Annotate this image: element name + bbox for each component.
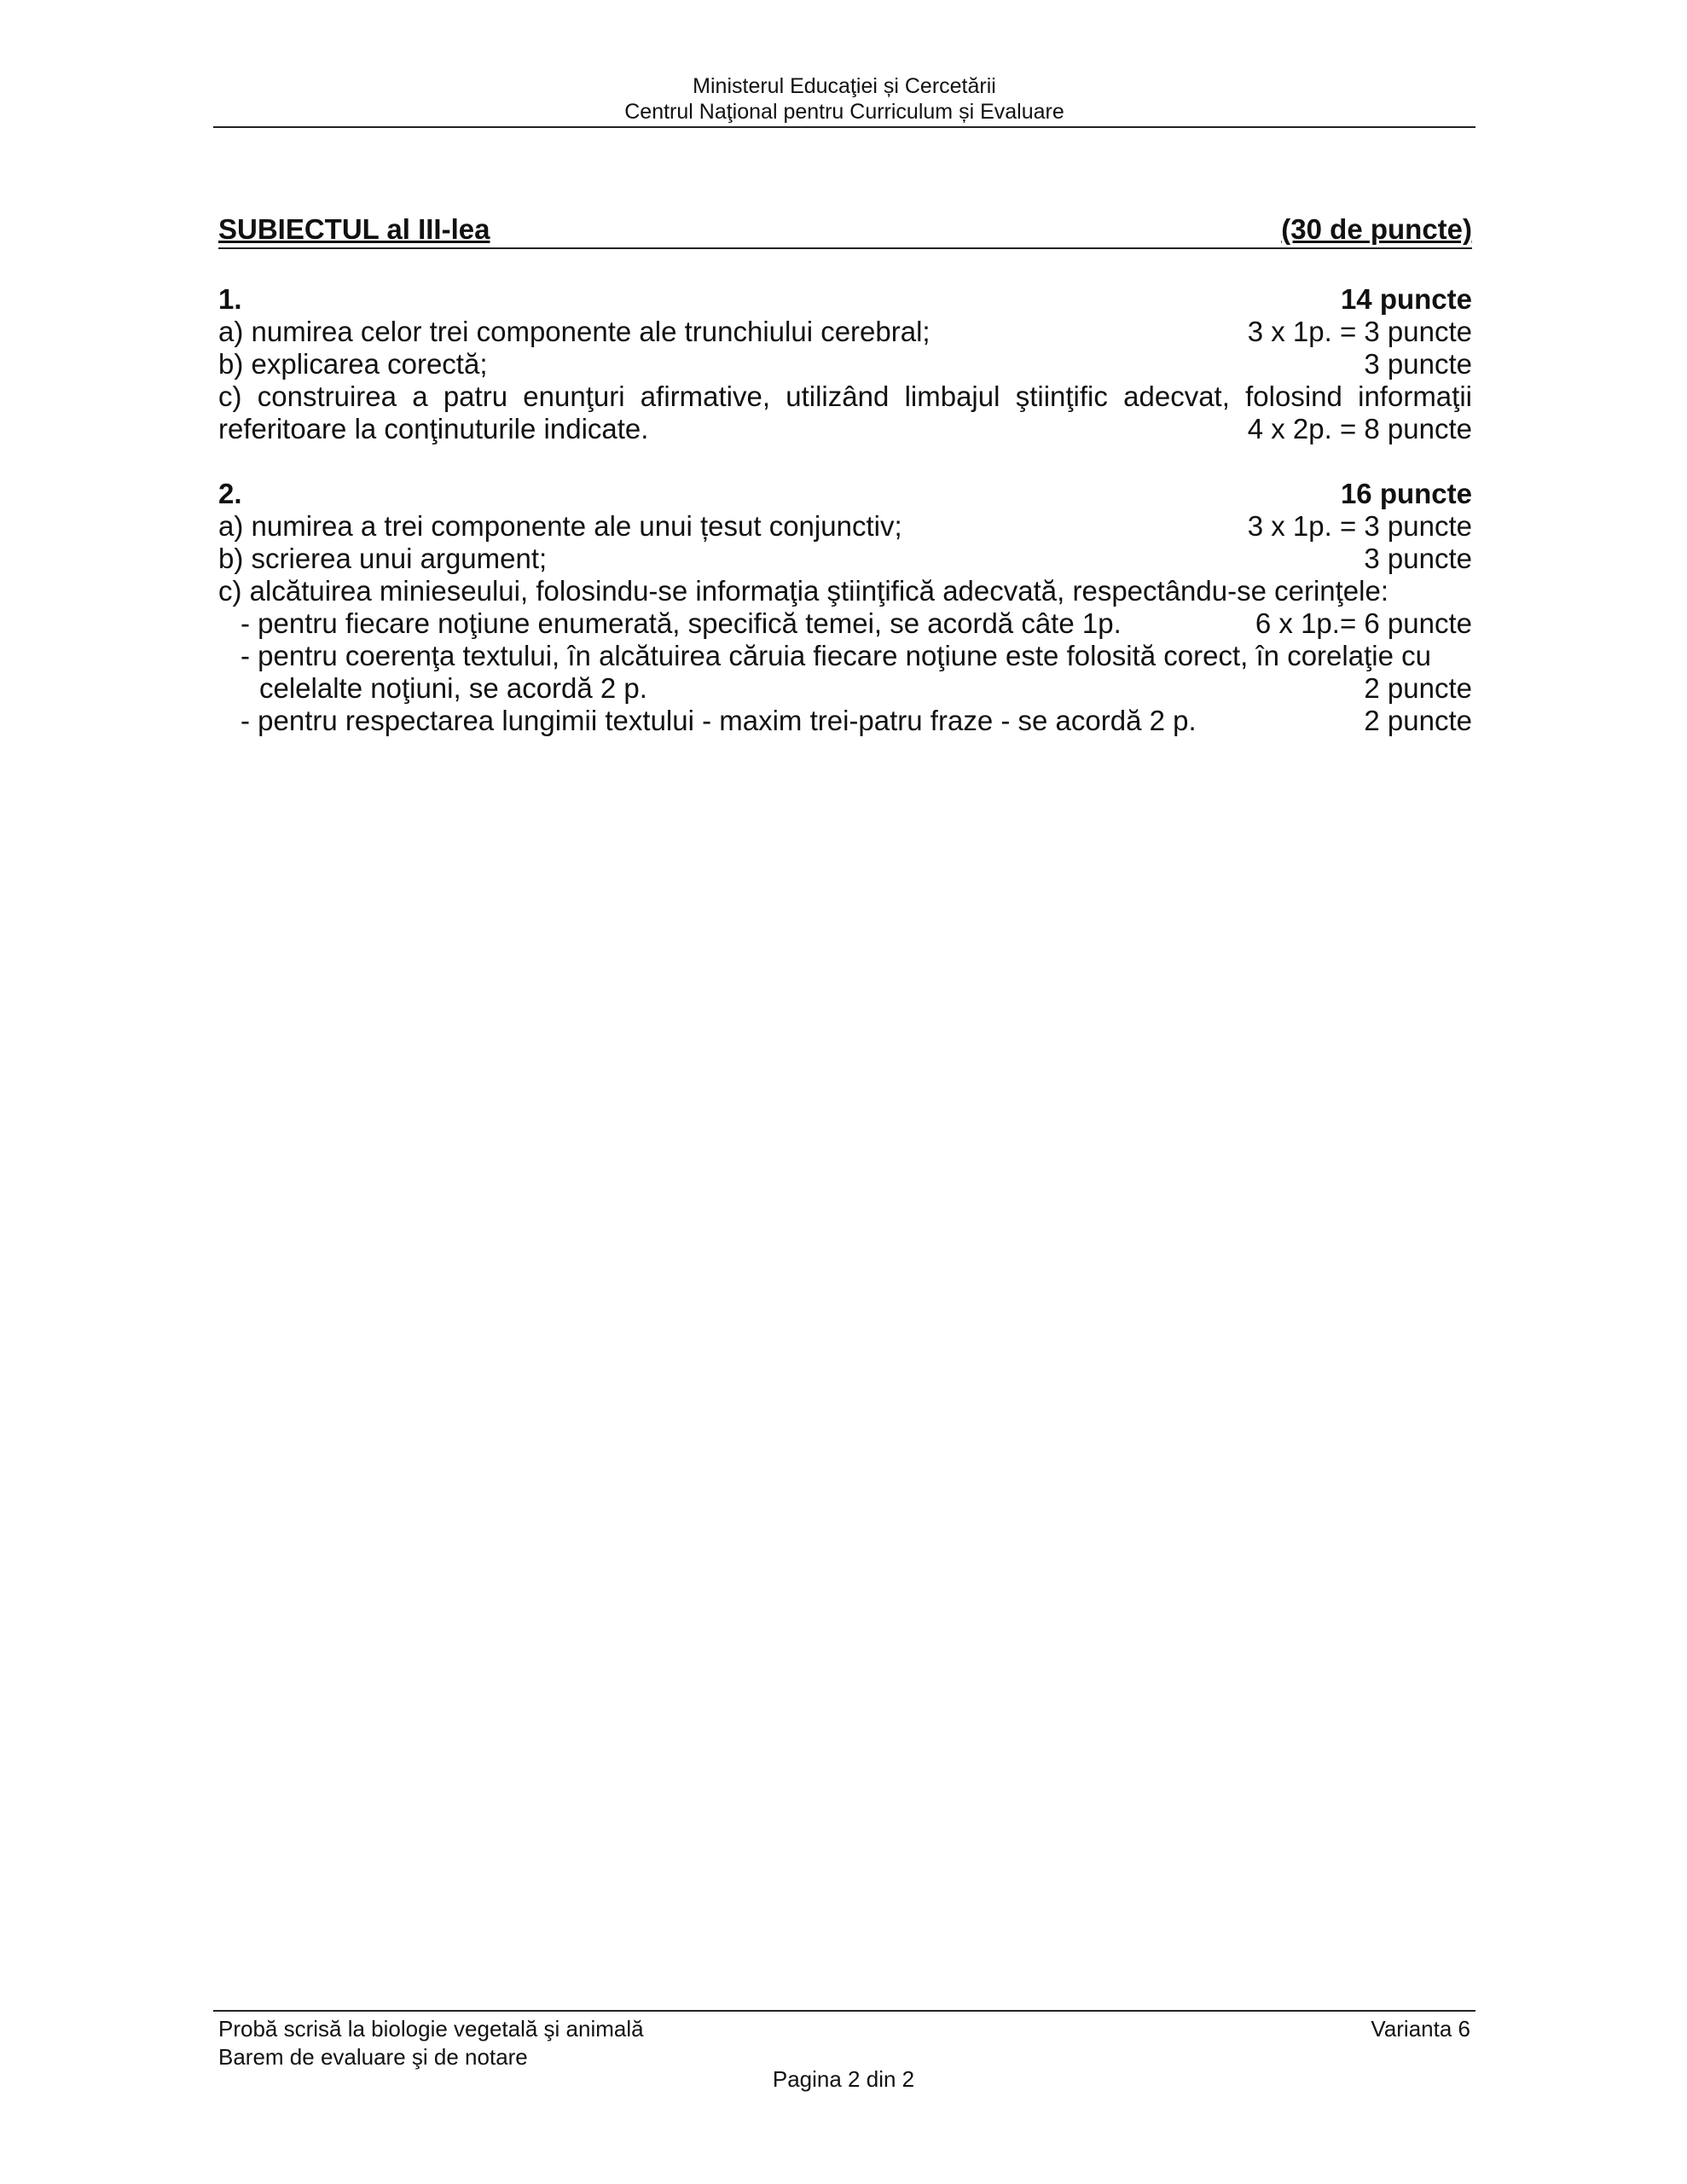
q2-c3-text: - pentru respectarea lungimii textului - maxim trei-patru fraze - se acordă 2 p.	[241, 705, 1197, 736]
q2-c3-points: 2 puncte	[1364, 705, 1472, 736]
q2-c-criterion-3	[218, 705, 1472, 737]
header-ministry: Ministerul Educaţiei și Cercetării	[693, 74, 996, 98]
q1-item-a	[218, 316, 1472, 348]
q2-heading	[218, 478, 1472, 510]
document-body	[218, 212, 1472, 737]
q1-item-c	[218, 413, 1472, 445]
q2-b-points: 3 puncte	[1364, 543, 1472, 574]
q1-item-b	[218, 348, 1472, 380]
q2-a-text: a) numirea a trei componente ale unui țesut conjunctiv;	[218, 510, 902, 542]
q1-c-line2: referitoare la conţinuturile indicate.	[218, 413, 649, 444]
footer-variant: Varianta 6	[1371, 2016, 1470, 2042]
header-center: Centrul Naţional pentru Curriculum și Evaluare	[624, 100, 1064, 124]
page-header	[213, 73, 1475, 125]
q2-c1-text: - pentru fiecare noţiune enumerată, specifică temei, se acordă câte 1p.	[241, 607, 1122, 639]
q2-c-criterion-2	[218, 640, 1472, 672]
page-footer	[218, 2015, 1470, 2071]
q1-b-points: 3 puncte	[1364, 348, 1472, 380]
subject-title: SUBIECTUL al III-lea	[218, 213, 490, 245]
q2-c-text: c) alcătuirea minieseului, folosindu-se informaţia ştiinţifică adecvată, respectându-se cerinţele:	[218, 575, 1389, 607]
q1-a-points: 3 x 1p. = 3 puncte	[1247, 316, 1472, 347]
q2-number: 2.	[218, 478, 242, 509]
q2-c2-line2: celelalte noţiuni, se acordă 2 p.	[259, 672, 647, 704]
q2-total: 16 puncte	[1340, 478, 1472, 509]
footer-barem: Barem de evaluare şi de notare	[218, 2044, 528, 2070]
q1-c-line1: c) construirea a patru enunţuri afirmative, utilizând limbajul ştiinţific adecvat, folosind informaţii	[218, 380, 1472, 412]
q2-item-b	[218, 543, 1472, 575]
q1-heading	[218, 283, 1472, 316]
q2-c-criterion-2-cont	[218, 672, 1472, 705]
subject-points: (30 de puncte)	[1281, 213, 1472, 245]
q2-c-criterion-1	[218, 607, 1472, 640]
footer-exam-title: Probă scrisă la biologie vegetală şi animală	[218, 2016, 644, 2042]
q2-item-a	[218, 510, 1472, 543]
footer-rule	[213, 2010, 1475, 2012]
header-rule	[213, 126, 1475, 128]
q1-number: 1.	[218, 283, 242, 315]
q2-item-c	[218, 575, 1472, 607]
q2-b-text: b) scrierea unui argument;	[218, 543, 548, 574]
page-number: Pagina 2 din 2	[772, 2066, 915, 2092]
q1-total: 14 puncte	[1340, 283, 1472, 315]
q1-b-text: b) explicarea corectă;	[218, 348, 488, 380]
q2-c2-points: 2 puncte	[1364, 672, 1472, 704]
q2-a-points: 3 x 1p. = 3 puncte	[1247, 510, 1472, 542]
subject-heading	[218, 212, 1472, 249]
q2-c2-line1: - pentru coerenţa textului, în alcătuirea căruia fiecare noţiune este folosită corect, în corelaţie cu	[241, 640, 1431, 671]
q1-c-points: 4 x 2p. = 8 puncte	[1247, 413, 1472, 444]
q2-c1-points: 6 x 1p.= 6 puncte	[1255, 607, 1472, 639]
q1-a-text: a) numirea celor trei componente ale trunchiului cerebral;	[218, 316, 930, 347]
